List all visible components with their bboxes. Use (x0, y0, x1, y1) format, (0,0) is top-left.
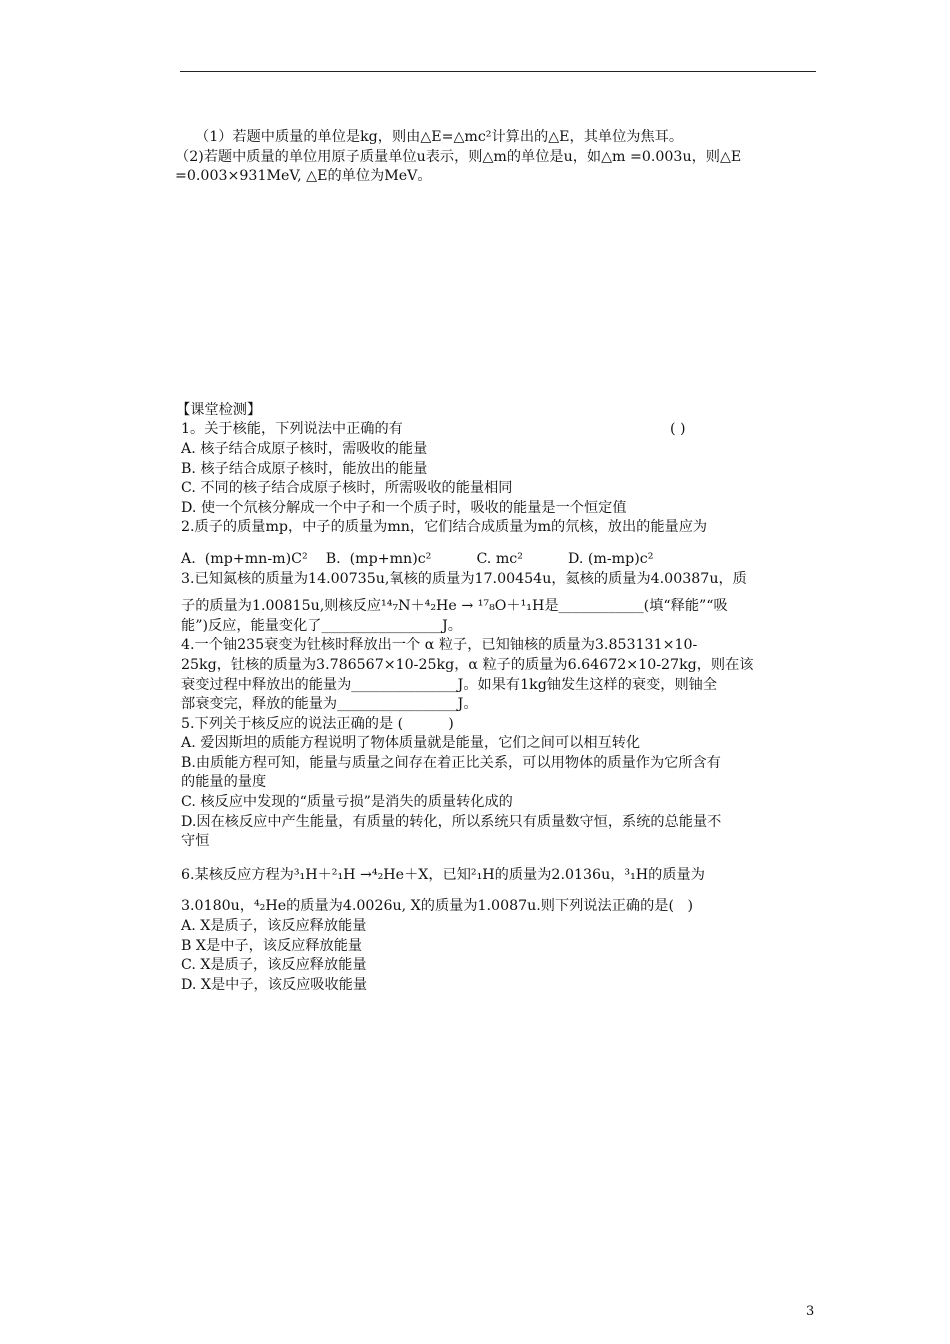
q4-line-1: 4.一个铀235衰变为钍核时释放出一个 α 粒子，已知铀核的质量为3.853131×10- (181, 637, 698, 654)
q3-line-1: 3.已知氮核的质量为14.00735u,氧核的质量为17.00454u，氦核的质量为4.00387u，质 (181, 570, 747, 587)
q4-line-2: 25kg，钍核的质量为3.786567×10-25kg，α 粒子的质量为6.64672×10-27kg，则在该 (181, 656, 754, 673)
q3-line-3: 能”)反应，能量变化了_________________J。 (181, 617, 462, 634)
q5-option-d-2: 守恒 (181, 833, 210, 850)
page-number: 3 (806, 1304, 815, 1319)
note-line-2: （2)若题中质量的单位用原子质量单位u表示，则△m的单位是u，如△m =0.003u，则△E (175, 148, 742, 165)
q6-line-2: 3.0180u，⁴₂He的质量为4.0026u, X的质量为1.0087u.则下列说法正确的是( ) (181, 898, 694, 915)
q1-option-d: D. 使一个氘核分解成一个中子和一个质子时，吸收的能量是一个恒定值 (181, 499, 627, 516)
q6-option-d: D. X是中子，该反应吸收能量 (181, 976, 368, 993)
q1-option-a: A. 核子结合成原子核时，需吸收的能量 (181, 440, 428, 457)
note-line-1: （1）若题中质量的单位是kg，则由△E=△mc²计算出的△E，其单位为焦耳。 (195, 129, 684, 145)
q2-stem: 2.质子的质量mp，中子的质量为mn，它们结合成质量为m的氘核，放出的能量应为 (181, 519, 708, 536)
q5-option-d-1: D.因在核反应中产生能量，有质量的转化，所以系统只有质量数守恒，系统的总能量不 (181, 813, 722, 830)
q5-option-a: A. 爱因斯坦的质能方程说明了物体质量就是能量，它们之间可以相互转化 (181, 735, 641, 752)
q4-line-4: 部衰变完，释放的能量为_________________J。 (181, 696, 478, 713)
q3-line-2-end: 是____________(填“释能”“吸 (544, 598, 728, 615)
note-line-3: =0.003×931MeV, △E的单位为MeV。 (175, 168, 432, 185)
q1-answer-paren: ( ) (670, 421, 686, 438)
q6-option-c: C. X是质子，该反应释放能量 (181, 957, 367, 974)
section-title: 【课堂检测】 (176, 401, 262, 418)
page-content (175, 128, 817, 995)
q5-stem: 5.下列关于核反应的说法正确的是 ( ) (181, 715, 454, 732)
q2-options: A. (mp+mn-m)C² B. (mp+mn)c² C. mc² D. (m-mp)c² (181, 550, 654, 567)
q3-line-2 (181, 597, 817, 617)
q4-line-3: 衰变过程中释放出的能量为_______________J。如果有1kg铀发生这样的衰变，则铀全 (181, 676, 718, 693)
q5-option-c: C. 核反应中发现的“质量亏损”是消失的质量转化成的 (181, 794, 513, 811)
q6-line-1: 6.某核反应方程为³₁H＋²₁H →⁴₂He＋X，已知²₁H的质量为2.0136u，³₁H的质量为 (181, 866, 705, 883)
q3-line-2-start: 子的质量为1.00815u,则核反应 (181, 598, 382, 615)
q5-option-b-2: 的能量的量度 (181, 774, 267, 791)
q5-option-b-1: B.由质能方程可知，能量与质量之间存在着正比关系，可以用物体的质量作为它所含有 (181, 754, 721, 771)
q3-reaction: ¹⁴₇N＋⁴₂He → ¹⁷₈O＋¹₁H (381, 598, 545, 615)
q1-stem-row (181, 420, 817, 440)
header-rule (180, 71, 816, 72)
q1-option-b: B. 核子结合成原子核时，能放出的能量 (181, 460, 428, 477)
q6-option-a: A. X是质子，该反应释放能量 (181, 918, 367, 935)
q1-stem: 1。关于核能，下列说法中正确的有 (181, 421, 403, 438)
q6-option-b: B X是中子，该反应释放能量 (181, 937, 363, 954)
q1-option-c: C. 不同的核子结合成原子核时，所需吸收的能量相同 (181, 480, 513, 497)
